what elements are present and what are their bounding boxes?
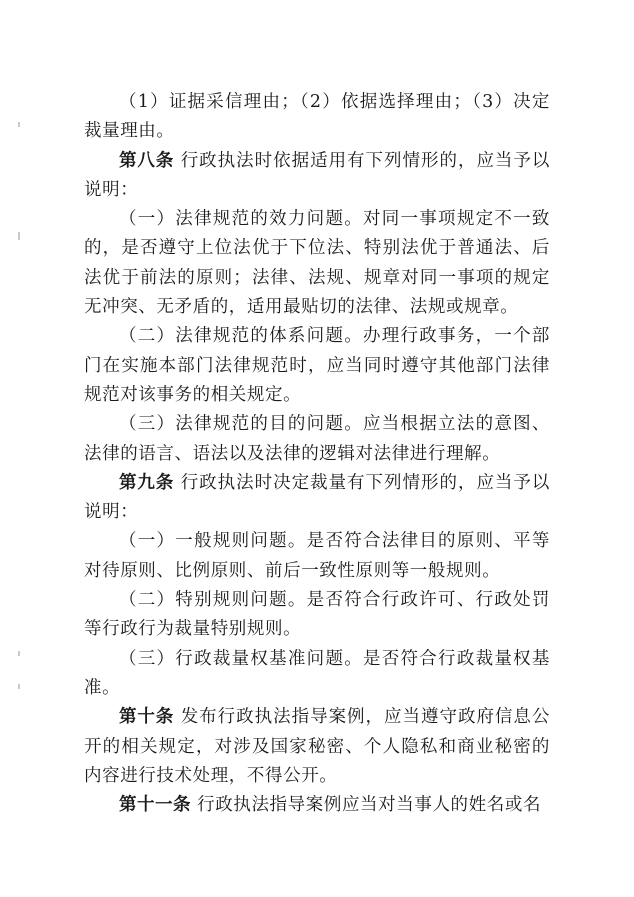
paragraph-text: （三）行政裁量权基准问题。是否符合行政裁量权基准。 bbox=[84, 648, 550, 698]
article-heading: 第十一条 bbox=[119, 795, 191, 816]
paragraph-text: 行政执法指导案例应当对当事人的姓名或名 bbox=[191, 795, 542, 816]
paragraph-text: （一）一般规则问题。是否符合法律目的原则、平等对待原则、比例原则、前后一致性原则等一般规则。 bbox=[84, 531, 550, 581]
scan-artifact-mark bbox=[18, 684, 20, 689]
list-item-paragraph bbox=[84, 527, 550, 586]
paragraph-text: （二）特别规则问题。是否符合行政许可、行政处罚等行政行为裁量特别规则。 bbox=[84, 590, 550, 640]
scan-artifact-mark bbox=[18, 122, 20, 127]
document-body bbox=[84, 88, 550, 820]
paragraph-text: 发布行政执法指导案例，应当遵守政府信息公开的相关规定，对涉及国家秘密、个人隐私和商业秘密的内容进行技术处理，不得公开。 bbox=[84, 707, 550, 786]
article-10-paragraph bbox=[84, 703, 550, 791]
article-heading: 第十条 bbox=[119, 707, 175, 728]
scan-artifact-mark bbox=[18, 232, 20, 240]
article-11-paragraph bbox=[84, 791, 550, 820]
list-item-paragraph bbox=[84, 88, 550, 147]
list-item-paragraph bbox=[84, 586, 550, 645]
article-9-paragraph bbox=[84, 469, 550, 528]
list-item-paragraph bbox=[84, 645, 550, 704]
list-item-paragraph bbox=[84, 410, 550, 469]
paragraph-text: （三）法律规范的目的问题。应当根据立法的意图、法律的语言、语法以及法律的逻辑对法律进行理解。 bbox=[84, 414, 550, 464]
article-8-paragraph bbox=[84, 147, 550, 206]
list-item-paragraph bbox=[84, 205, 550, 322]
paragraph-text: 行政执法时依据适用有下列情形的，应当予以说明： bbox=[84, 150, 550, 200]
paragraph-text: （二）法律规范的体系问题。办理行政事务，一个部门在实施本部门法律规范时，应当同时遵守其他部门法律规范对该事务的相关规定。 bbox=[84, 326, 550, 405]
article-heading: 第九条 bbox=[119, 472, 175, 493]
paragraph-text: （1）证据采信理由；（2）依据选择理由；（3）决定裁量理由。 bbox=[84, 92, 550, 142]
scan-artifact-mark bbox=[18, 651, 20, 656]
paragraph-text: 行政执法时决定裁量有下列情形的，应当予以说明： bbox=[84, 472, 550, 523]
list-item-paragraph bbox=[84, 322, 550, 410]
article-heading: 第八条 bbox=[119, 150, 175, 171]
paragraph-text: （一）法律规范的效力问题。对同一事项规定不一致的，是否遵守上位法优于下位法、特别法优于普通法、后法优于前法的原则；法律、法规、规章对同一事项的规定无冲突、无矛盾的，适用最贴切的法律、法规或规章。 bbox=[84, 209, 550, 318]
